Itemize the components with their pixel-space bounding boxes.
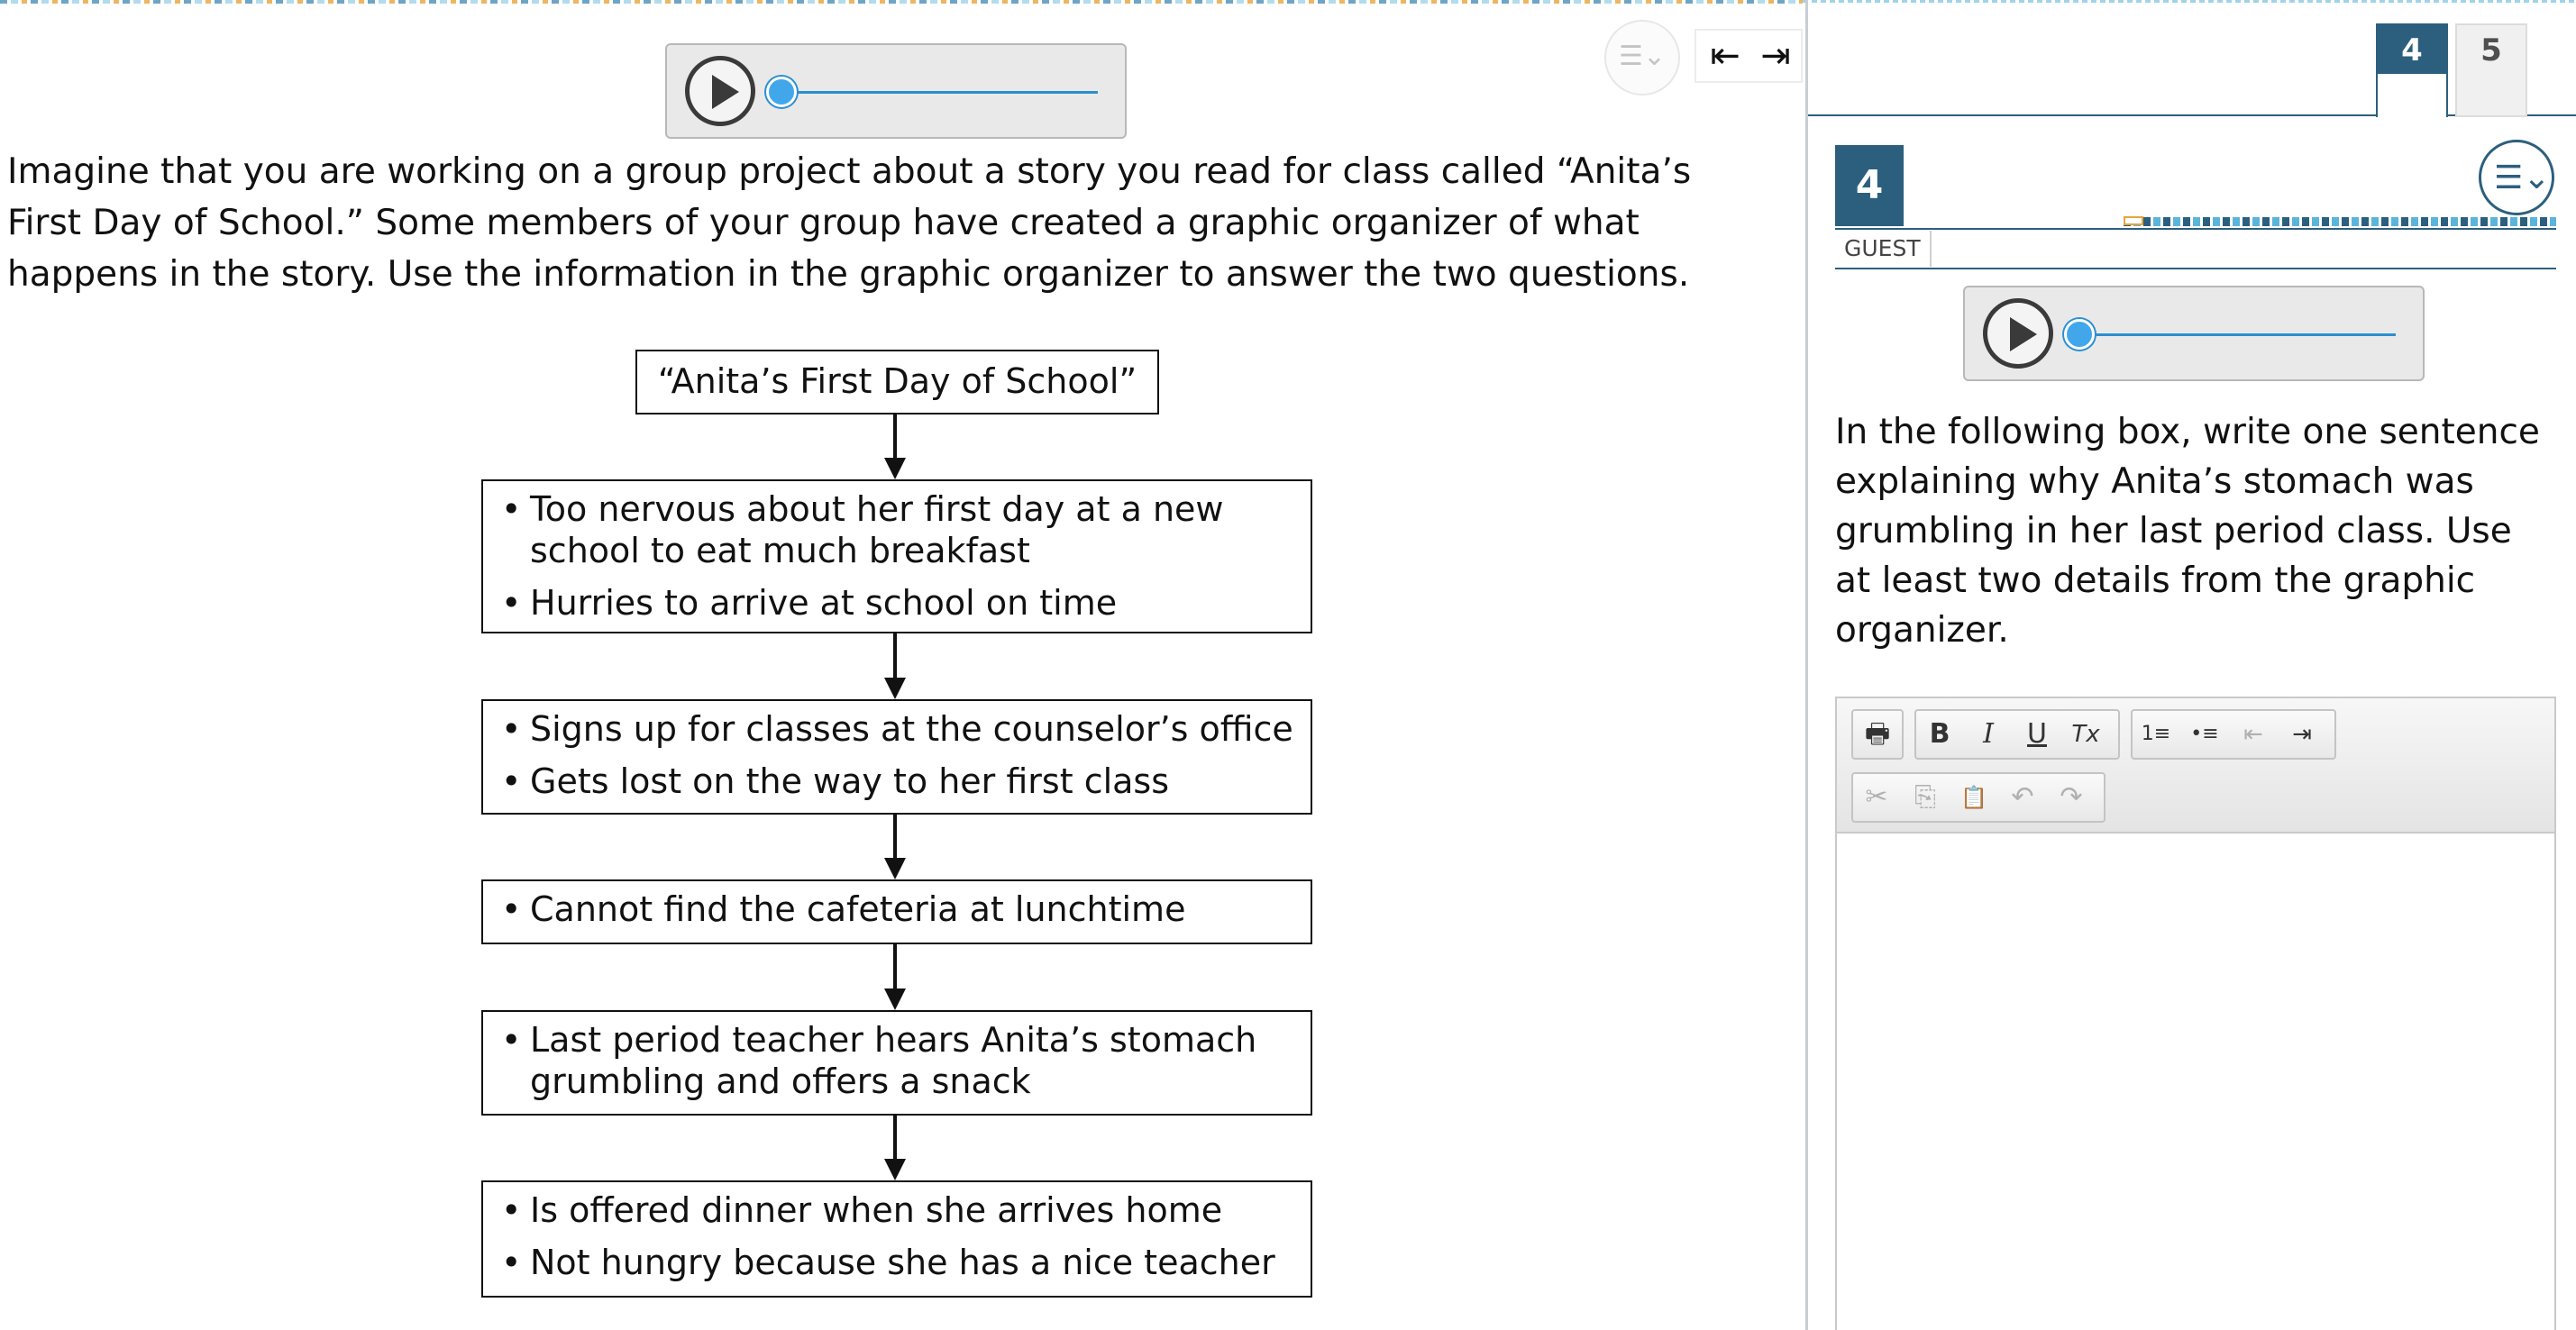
organizer-box-2: [481, 699, 1312, 815]
question-number: 4: [1835, 145, 1904, 226]
format-group: [1914, 709, 2120, 760]
bulleted-list-button[interactable]: •≡: [2190, 723, 2219, 745]
remove-format-button[interactable]: Tx: [2071, 721, 2100, 748]
passage-audio-player[interactable]: [665, 43, 1127, 139]
copy-icon[interactable]: ⎘: [1914, 781, 1936, 813]
organizer-arrow: [893, 815, 897, 860]
organizer-bullet: • Last period teacher hears Anita’s stomach grumbling and offers a snack: [496, 1019, 1298, 1102]
organizer-arrow: [893, 633, 897, 679]
previous-arrow-icon[interactable]: ⇤: [1710, 35, 1740, 77]
organizer-arrow: [893, 414, 897, 460]
organizer-box-3: [481, 879, 1312, 944]
undo-icon[interactable]: ↶: [2011, 781, 2034, 813]
question-progress-marker: [2124, 216, 2143, 225]
question-header-rule: [1835, 228, 2556, 230]
outdent-button[interactable]: ⇤: [2243, 721, 2263, 748]
organizer-bullet: • Cannot find the cafeteria at lunchtime: [496, 888, 1298, 930]
question-pane: [1808, 0, 2576, 1330]
question-subheader-rule: [1835, 268, 2556, 269]
redo-icon[interactable]: ↷: [2060, 781, 2083, 813]
organizer-bullet: • Too nervous about her first day at a new school to eat much breakfast: [496, 488, 1298, 571]
organizer-bullet: • Hurries to arrive at school on time: [496, 582, 1298, 624]
organizer-box-5: [481, 1180, 1312, 1298]
list-group: [2131, 709, 2336, 760]
play-icon[interactable]: [1983, 298, 2053, 369]
audio-progress-handle[interactable]: [766, 77, 797, 107]
cut-icon[interactable]: ✂: [1865, 781, 1888, 813]
organizer-arrowhead: [884, 858, 906, 879]
response-text-area[interactable]: [1837, 835, 2554, 1330]
hamburger-menu-icon: ☰⌄: [1619, 41, 1667, 72]
print-group: [1851, 709, 1904, 760]
editor-toolbar: [1837, 698, 2554, 834]
organizer-bullet: • Signs up for classes at the counselor’s office: [496, 708, 1298, 750]
passage-nav: [1694, 29, 1803, 83]
question-tools-menu-button[interactable]: [2479, 140, 2554, 215]
organizer-bullet: • Gets lost on the way to her first class: [496, 761, 1298, 802]
audio-progress-track[interactable]: [2082, 333, 2396, 336]
numbered-list-button[interactable]: 1≡: [2141, 723, 2171, 745]
organizer-box-4: [481, 1010, 1312, 1116]
hamburger-menu-icon: ☰⌄: [2494, 159, 2551, 196]
passage-tools-menu-button[interactable]: [1604, 20, 1680, 96]
question-progress-strip: [2124, 217, 2556, 226]
organizer-arrowhead: [884, 988, 906, 1010]
organizer-arrow: [893, 944, 897, 989]
edit-group: [1851, 772, 2106, 823]
paste-icon[interactable]: 📋: [1960, 785, 1987, 810]
organizer-arrow: [893, 1116, 897, 1161]
print-icon[interactable]: 🖶: [1864, 718, 1891, 750]
question-prompt: In the following box, write one sentence explaining why Anita’s stomach was grumbling in her last period class. Use at least two details from the graphic organizer.: [1835, 412, 2540, 651]
tab-question-5[interactable]: 5: [2455, 23, 2527, 117]
tab-question-4[interactable]: 4: [2376, 23, 2448, 117]
bold-button[interactable]: B: [1929, 718, 1950, 750]
indent-button[interactable]: ⇥: [2292, 721, 2312, 748]
audio-progress-handle[interactable]: [2064, 319, 2095, 350]
organizer-arrowhead: [884, 458, 906, 479]
underline-button[interactable]: U: [2027, 718, 2047, 750]
play-icon[interactable]: [685, 56, 755, 126]
organizer-arrowhead: [884, 1159, 906, 1180]
organizer-title-box: “Anita’s First Day of School”: [635, 350, 1159, 414]
question-audio-player[interactable]: [1963, 286, 2425, 381]
organizer-bullet: • Is offered dinner when she arrives home: [496, 1189, 1298, 1231]
audio-progress-track[interactable]: [784, 91, 1098, 94]
response-editor[interactable]: [1835, 697, 2556, 1330]
user-label: GUEST: [1835, 231, 1932, 267]
next-arrow-icon[interactable]: ⇥: [1760, 35, 1791, 77]
italic-button[interactable]: I: [1983, 718, 1994, 750]
passage-intro: Imagine that you are working on a group project about a story you read for class called “Anita’s First Day of School.” Some members of your group have created a graphic organizer of what happens in the story. Use the information in the graphic organizer to answer the two questions.: [7, 151, 1692, 295]
organizer-arrowhead: [884, 678, 906, 699]
organizer-bullet: • Not hungry because she has a nice teacher: [496, 1242, 1298, 1283]
organizer-box-1: [481, 479, 1312, 633]
